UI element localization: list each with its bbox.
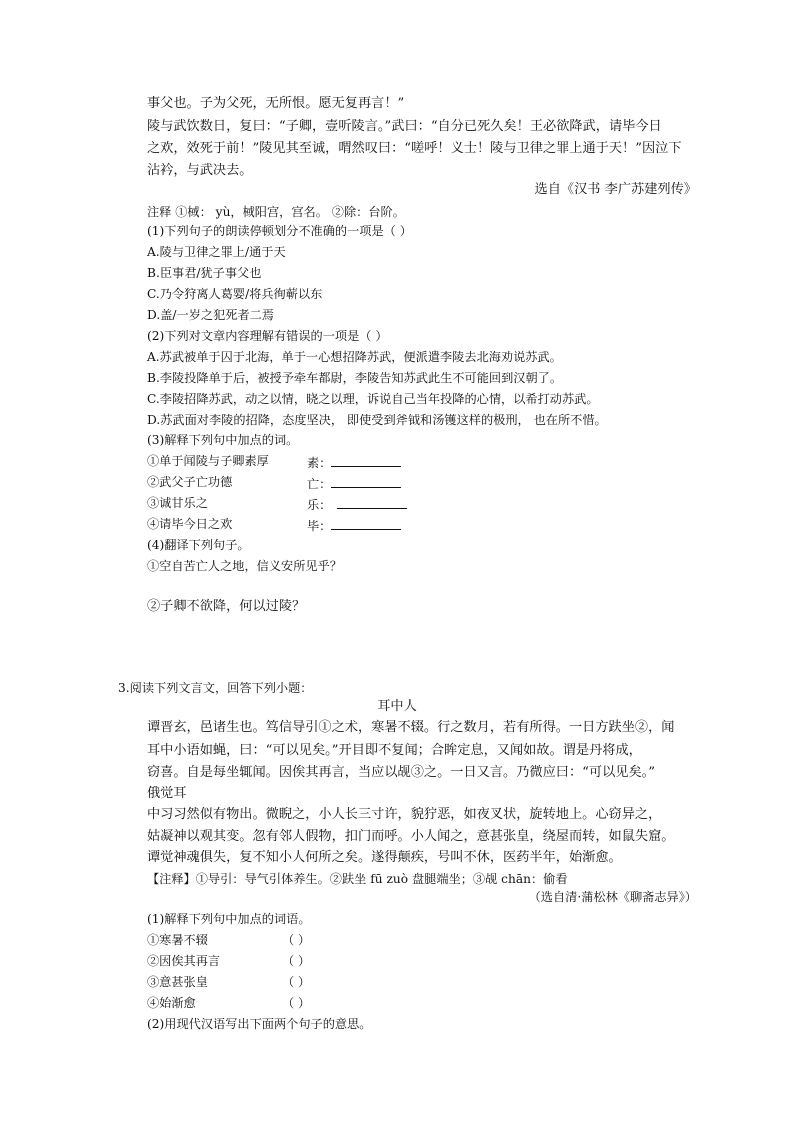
passage-line: 耳中小语如蝇，曰：“可以见矣。”开目即不复闻；合眸定息，又闻如故。谓是丹将成， — [147, 743, 642, 758]
translate-item: ①空自苦亡人之地，信义安所见乎？ — [147, 559, 342, 573]
vocab-item — [147, 952, 407, 970]
vocab-sentence: ①寒暑不辍 — [147, 933, 208, 947]
vocab-word: 乐： — [307, 498, 332, 512]
passage-line: 陵与武饮数日，复曰：“子卿，壹听陵言。”武曰：“自分已死久矣！王必欲降武，请毕今日 — [147, 119, 662, 134]
passage-source: 选自《汉书 李广苏建列传》 — [534, 182, 697, 197]
answer-parens[interactable]: （ ） — [282, 933, 311, 947]
answer-blank[interactable] — [331, 515, 401, 530]
option-d: D.盖/一岁之犯死者二焉 — [147, 308, 275, 322]
vocab-item — [147, 994, 407, 1012]
question-1-stem: (1)下列句子的朗读停顿划分不准确的一项是（ ） — [147, 224, 412, 238]
option-c: C.李陵招降苏武，动之以情，晓之以理，诉说自己当年投降的心情，以希打动苏武。 — [147, 392, 599, 406]
answer-blank[interactable] — [331, 452, 401, 467]
vocab-sentence: ③意甚张皇 — [147, 975, 208, 989]
question-2-stem: (2)用现代汉语写出下面两个句子的意思。 — [147, 1017, 372, 1031]
vocab-word: 素： — [307, 456, 332, 470]
answer-parens[interactable]: （ ） — [282, 996, 311, 1010]
passage-note: 【注释】①导引：导气引体养生。②趺坐 fū zuò 盘腿端坐；③觇 chān：偷看 — [147, 872, 568, 886]
answer-blank[interactable] — [337, 494, 407, 509]
passage-line: 窃喜。自是每坐辄闻。因俟其再言，当应以觇③之。一日又言。乃微应曰：“可以见矣。” — [147, 765, 656, 780]
vocab-item — [147, 494, 447, 512]
question-2-stem: (2)下列对文章内容理解有错误的一项是（ ） — [147, 329, 388, 343]
translate-item: ②子卿不欲降，何以过陵？ — [147, 599, 306, 614]
answer-parens[interactable]: （ ） — [282, 954, 311, 968]
question-3-stem: (3)解释下列句中加点的词。 — [147, 433, 299, 447]
vocab-item — [147, 473, 447, 491]
option-c: C.乃令狩离人葛婴/将兵徇蕲以东 — [147, 287, 323, 301]
vocab-sentence: ④请毕今日之欢 — [147, 517, 233, 531]
question-1-stem: (1)解释下列句中加点的词语。 — [147, 912, 311, 926]
vocab-sentence: ②武父子亡功德 — [147, 475, 233, 489]
vocab-item — [147, 452, 447, 470]
passage-line: 之欢，效死于前！”陵见其至诚，喟然叹曰：“嗟呼！义士！陵与卫律之罪上通于天！”因泣下 — [147, 141, 682, 156]
passage-source: （选自清·蒲松林《聊斋志异》） — [528, 890, 697, 904]
passage-title: 耳中人 — [377, 699, 417, 714]
vocab-sentence: ②因俟其再言 — [147, 954, 221, 968]
vocab-item — [147, 931, 407, 949]
vocab-sentence: ④始渐愈 — [147, 996, 196, 1010]
vocab-sentence: ①单于闻陵与子卿素厚 — [147, 454, 269, 468]
option-a: A.苏武被单于囚于北海，单于一心想招降苏武，便派遣李陵去北海劝说苏武。 — [147, 350, 562, 364]
passage-line: 事父也。子为父死，无所恨。愿无复再言！” — [147, 96, 405, 111]
option-b: B.臣事君/犹子事父也 — [147, 266, 262, 280]
answer-blank[interactable] — [331, 473, 401, 488]
option-b: B.李陵投降单于后，被授予牵车都尉，李陵告知苏武此生不可能回到汉朝了。 — [147, 371, 563, 385]
passage-line: 谭觉神魂俱失，复不知小人何所之矣。遂得颠疾，号叫不休，医药半年，始渐愈。 — [147, 850, 622, 865]
vocab-word-blank[interactable] — [307, 494, 407, 514]
passage-note: 注释 ①棫： yù，棫阳宫，宫名。 ②除：台阶。 — [147, 205, 405, 219]
passage-line: 谭晋玄，邑诸生也。笃信导引①之术，寒暑不辍。行之数月，若有所得。一日方趺坐②，闻 — [147, 720, 675, 735]
vocab-word: 毕： — [307, 519, 332, 533]
section-heading: 3.阅读下列文言文，回答下列小题： — [118, 681, 313, 695]
vocab-word-blank[interactable] — [307, 452, 401, 472]
answer-parens[interactable]: （ ） — [282, 975, 311, 989]
vocab-word-blank[interactable] — [307, 515, 401, 535]
passage-line: 沾衿，与武决去。 — [147, 163, 253, 178]
passage-line: 姑凝神以观其变。忽有邻人假物，扣门而呼。小人闻之，意甚张皇，绕屋而转，如鼠失窟。 — [147, 829, 675, 844]
option-d: D.苏武面对李陵的招降，态度坚决， 即使受到斧钺和汤镬这样的极刑， 也在所不惜。 — [147, 413, 607, 427]
passage-line: 俄觉耳 — [147, 786, 187, 801]
vocab-word: 亡： — [307, 477, 332, 491]
question-4-stem: (4)翻译下列句子。 — [147, 538, 250, 552]
vocab-item — [147, 515, 447, 533]
option-a: A.陵与卫律之罪上/通于天 — [147, 245, 286, 259]
vocab-item — [147, 973, 407, 991]
vocab-word-blank[interactable] — [307, 473, 401, 493]
passage-line: 中习习然似有物出。微睨之，小人长三寸许，貌狞恶，如夜叉状，旋转地上。心窃异之， — [147, 807, 662, 822]
vocab-sentence: ③诚甘乐之 — [147, 496, 208, 510]
